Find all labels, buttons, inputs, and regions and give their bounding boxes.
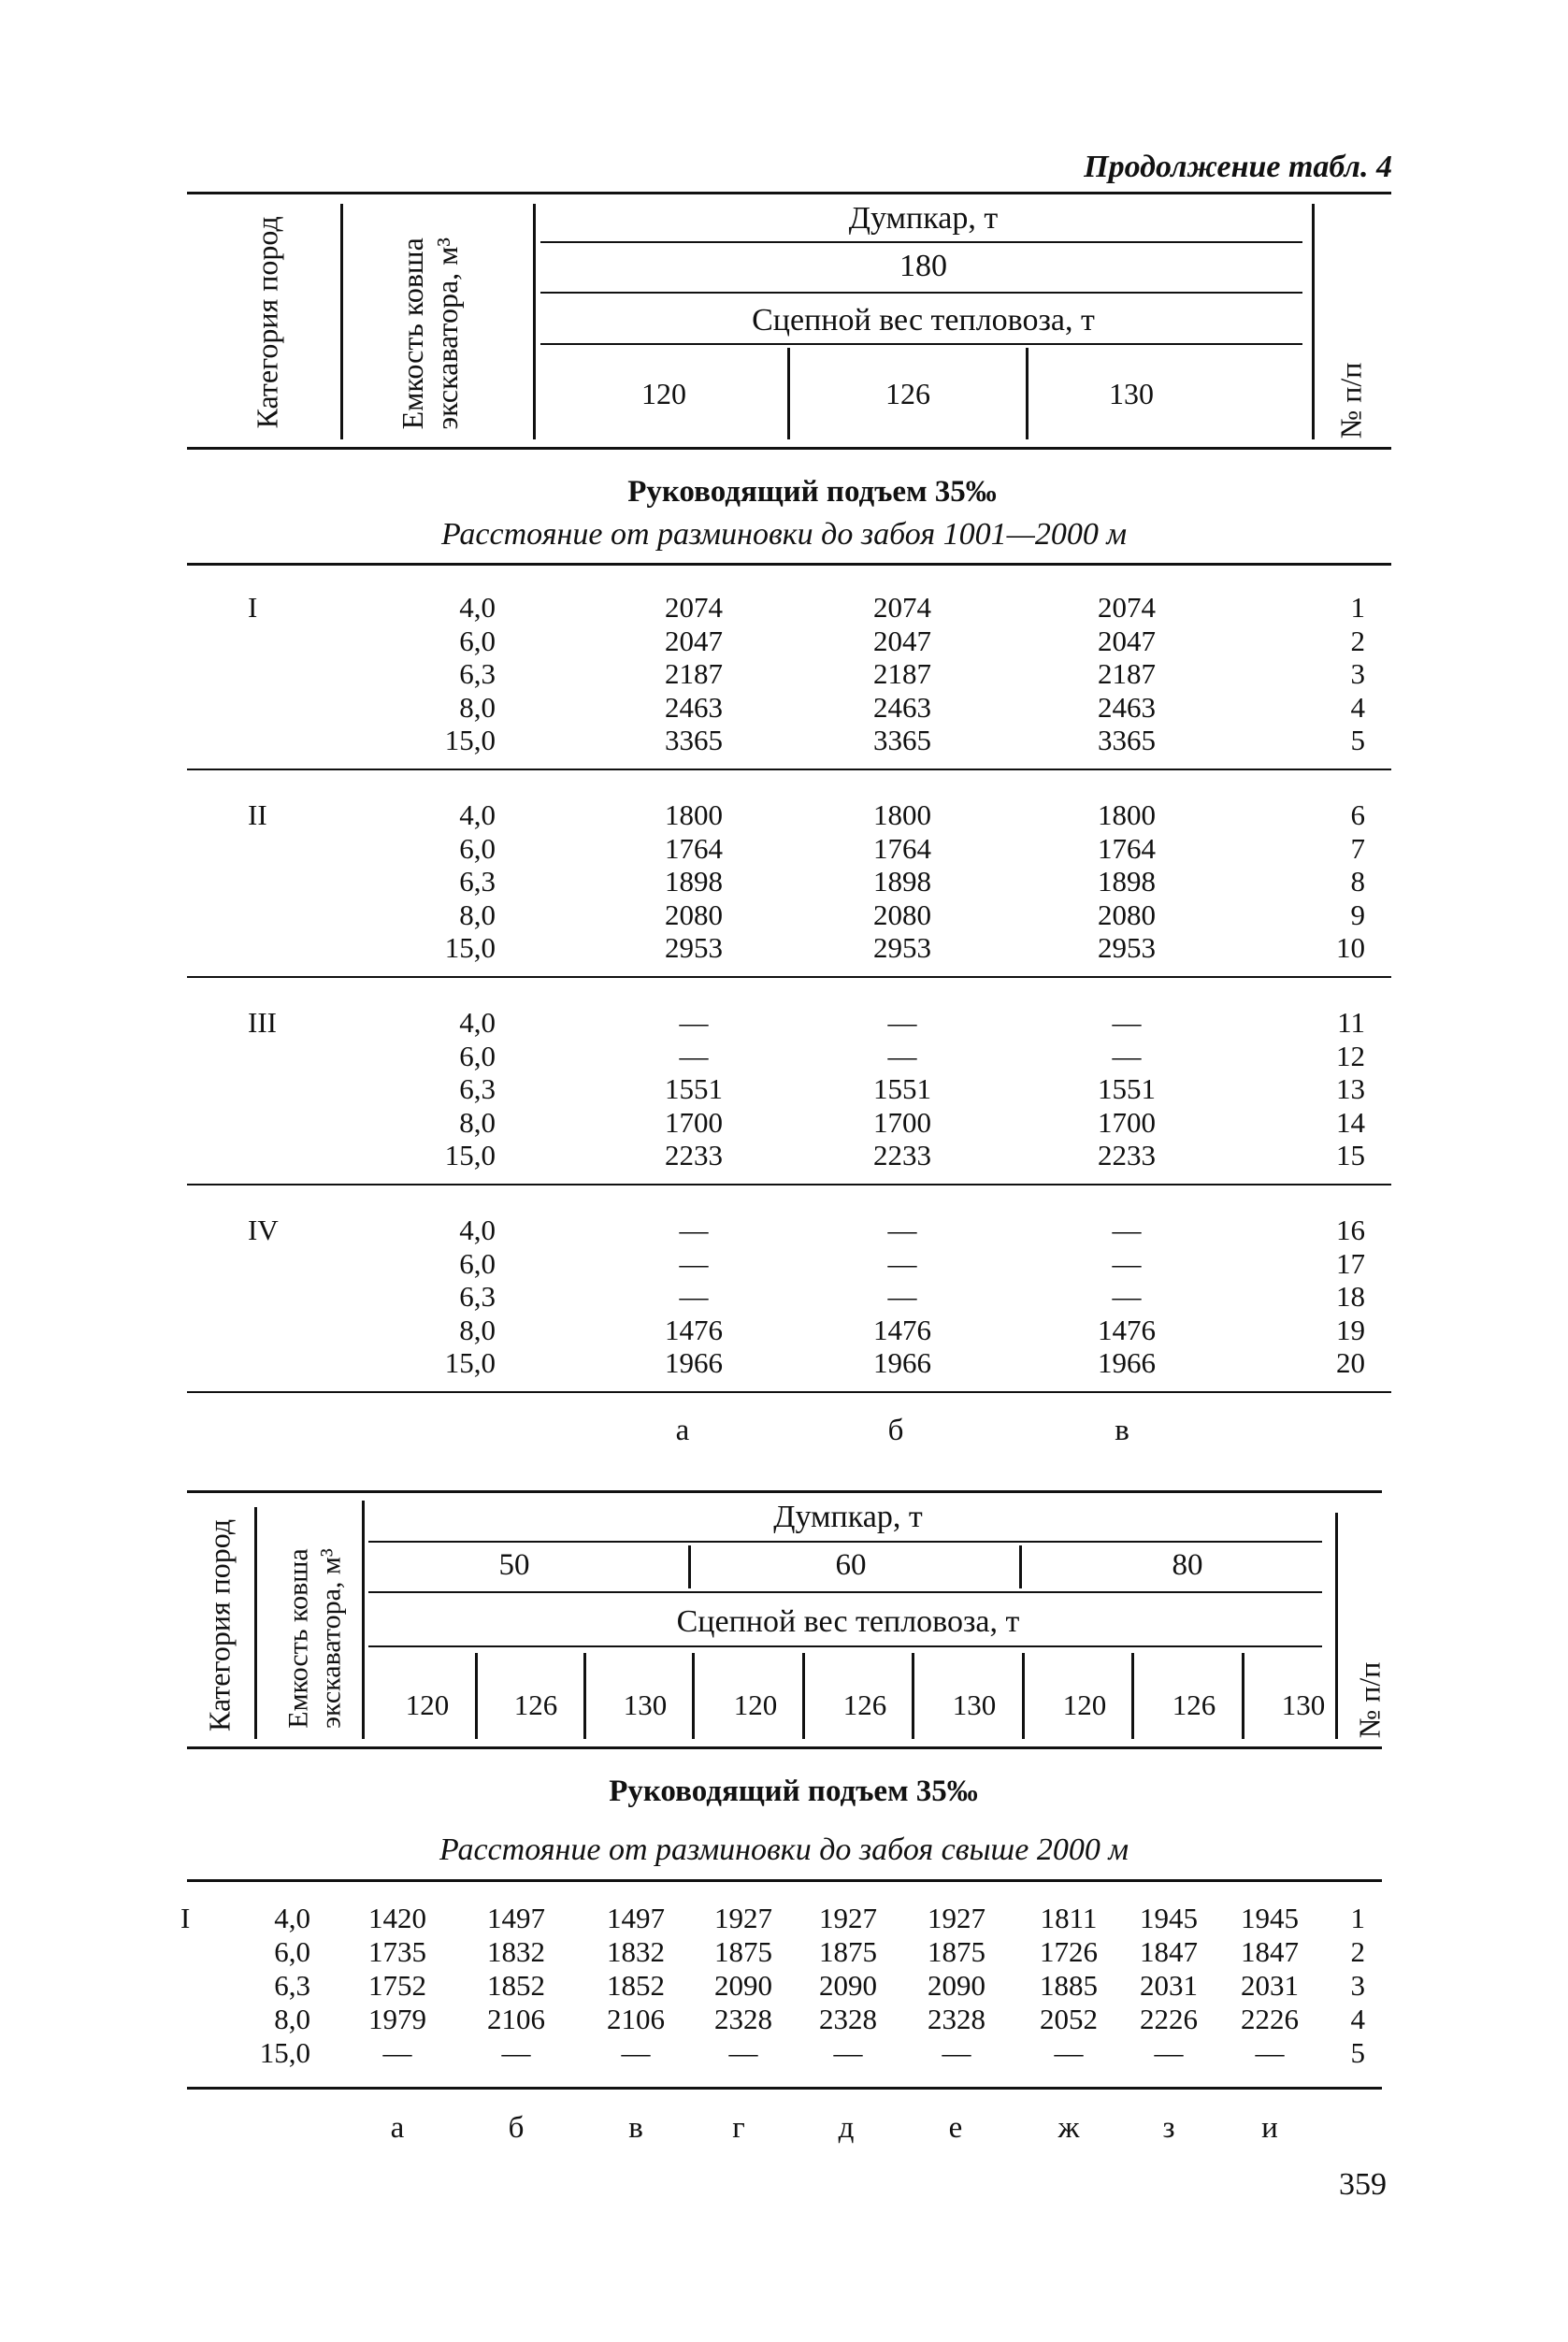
table2-loco-vline <box>1022 1653 1025 1739</box>
table-cell: 1752 <box>368 1969 426 2002</box>
table-cell: 2080 <box>665 898 723 931</box>
table-cell: 1966 <box>665 1346 723 1380</box>
table-cell: 2090 <box>819 1969 877 2002</box>
table2-category-header: Категория пород <box>202 1518 237 1731</box>
bucket-capacity: 8,0 <box>459 1105 496 1139</box>
table1-footer-letter: б <box>887 1414 904 1447</box>
bucket-capacity: 6,0 <box>459 624 496 657</box>
table2-footer-letter: а <box>390 2111 405 2145</box>
table2-dumpcar-label: Думпкар, т <box>773 1500 923 1534</box>
table2-bottom-rule <box>187 2087 1382 2090</box>
table-cell: 2953 <box>1098 931 1156 965</box>
table1-loco-rule <box>540 343 1302 345</box>
group-rule <box>187 769 1391 770</box>
table-cell: 1875 <box>819 1935 877 1968</box>
table-cell: 2187 <box>665 657 723 691</box>
table2-loco-vline <box>475 1653 478 1739</box>
table-cell: 2187 <box>873 657 931 691</box>
bucket-capacity: 15,0 <box>444 1139 496 1172</box>
group-rule <box>187 976 1391 978</box>
row-number: 2 <box>1350 624 1365 657</box>
table-cell: 1476 <box>665 1313 723 1346</box>
table-cell: 1420 <box>368 1902 426 1934</box>
table-cell: 2047 <box>873 624 931 657</box>
table-cell: — <box>887 1039 917 1072</box>
table2-loco-value: 126 <box>513 1688 558 1721</box>
table-cell: 1700 <box>1098 1105 1156 1139</box>
table-cell: 1898 <box>1098 865 1156 898</box>
table2-loco-value: 130 <box>1281 1688 1326 1721</box>
table-cell: 1847 <box>1140 1935 1198 1968</box>
table-cell: — <box>679 1246 709 1280</box>
bucket-capacity: 4,0 <box>459 1006 496 1039</box>
row-number: 6 <box>1350 798 1365 831</box>
table2-loco-vline <box>912 1653 914 1739</box>
table-cell: — <box>1112 1280 1142 1314</box>
table2-loco-value: 130 <box>623 1688 668 1721</box>
table-cell: 2463 <box>1098 690 1156 724</box>
table2-loco-label: Сцепной вес тепловоза, т <box>676 1604 1020 1639</box>
category-label: III <box>248 1006 277 1039</box>
table2-section-rule <box>187 1879 1382 1882</box>
table-cell: 1898 <box>665 865 723 898</box>
table-cell: 1497 <box>487 1902 545 1934</box>
table-cell: 1726 <box>1040 1935 1098 1968</box>
table1-loco-value: 126 <box>885 377 930 410</box>
row-number: 1 <box>1350 1902 1365 1934</box>
row-number: 7 <box>1350 831 1365 865</box>
bucket-capacity: 6,3 <box>459 1072 496 1106</box>
table-cell: 1800 <box>1098 798 1156 831</box>
row-number: 3 <box>1350 657 1365 691</box>
row-number: 2 <box>1350 1935 1365 1968</box>
table-cell: 1852 <box>607 1969 665 2002</box>
bucket-capacity: 8,0 <box>459 898 496 931</box>
table-cell: 1966 <box>873 1346 931 1380</box>
bucket-capacity: 4,0 <box>274 1902 310 1934</box>
row-number: 15 <box>1336 1139 1365 1172</box>
table-cell: 1700 <box>665 1105 723 1139</box>
table2-dumpcar-value: 60 <box>835 1548 867 1582</box>
table-cell: 1832 <box>607 1935 665 1968</box>
table2-top-rule <box>187 1490 1382 1493</box>
table-cell: 1979 <box>368 2003 426 2035</box>
table-cell: — <box>1154 2036 1184 2069</box>
table2-num-header: № п/п <box>1352 1661 1387 1739</box>
table2-dumpcar-rule <box>368 1541 1322 1543</box>
table-cell: — <box>1112 1039 1142 1072</box>
page-number: 359 <box>1339 2167 1387 2202</box>
table-cell: — <box>887 1246 917 1280</box>
table1-top-rule <box>187 192 1391 194</box>
table1-loco-value: 130 <box>1109 377 1154 410</box>
table2-bucket-header-text: Емкость ковша экскаватора, м³ <box>282 1548 346 1729</box>
table-cell: — <box>887 1006 917 1039</box>
table2-loco-vline <box>692 1653 695 1739</box>
table-cell: 1800 <box>665 798 723 831</box>
table-cell: 1551 <box>665 1072 723 1106</box>
table-cell: 1945 <box>1241 1902 1299 1934</box>
table-cell: 2106 <box>607 2003 665 2035</box>
row-number: 19 <box>1336 1313 1365 1346</box>
row-number: 12 <box>1336 1039 1365 1072</box>
bucket-capacity: 6,0 <box>459 1246 496 1280</box>
table2-loco-value: 130 <box>952 1688 997 1721</box>
table1-num-header: № п/п <box>1333 362 1368 439</box>
table-cell: 2226 <box>1140 2003 1198 2035</box>
table-cell: 1476 <box>1098 1313 1156 1346</box>
table-cell: 2463 <box>873 690 931 724</box>
bucket-capacity: 15,0 <box>444 931 496 965</box>
table2-header-bottom-rule <box>187 1746 1382 1749</box>
table-cell: 2074 <box>1098 591 1156 624</box>
table-cell: 1885 <box>1040 1969 1098 2002</box>
bucket-capacity: 6,3 <box>459 1280 496 1314</box>
table1-vline-2 <box>533 204 536 439</box>
category-label: IV <box>248 1214 279 1246</box>
table2-footer-letter: г <box>732 2111 745 2145</box>
table2-dumpcar-vline-2 <box>1019 1545 1022 1588</box>
row-number: 10 <box>1336 931 1365 965</box>
bucket-capacity: 6,3 <box>459 657 496 691</box>
table2-bucket-header <box>283 1522 348 1756</box>
table-cell: 2047 <box>1098 624 1156 657</box>
table-cell: 1764 <box>1098 831 1156 865</box>
table1-vline-1 <box>340 204 343 439</box>
table-cell: 2080 <box>873 898 931 931</box>
table-cell: 2328 <box>928 2003 985 2035</box>
table2-loco-value: 120 <box>1062 1688 1107 1721</box>
table-cell: — <box>887 1280 917 1314</box>
table2-footer-letter: б <box>508 2111 525 2145</box>
row-number: 8 <box>1350 865 1365 898</box>
table2-section-subtitle: Расстояние от разминовки до забоя свыше 2000 м <box>439 1832 1129 1867</box>
bucket-capacity: 15,0 <box>259 2036 310 2069</box>
table-cell: 2080 <box>1098 898 1156 931</box>
table-cell: 1875 <box>714 1935 772 1968</box>
table-cell: 3365 <box>1098 724 1156 757</box>
table-cell: 1476 <box>873 1313 931 1346</box>
table1-section-rule <box>187 563 1391 566</box>
table2-loco-value: 120 <box>405 1688 450 1721</box>
table-cell: 2047 <box>665 624 723 657</box>
table-cell: 2953 <box>873 931 931 965</box>
table-cell: — <box>679 1039 709 1072</box>
table2-loco-value: 120 <box>733 1688 778 1721</box>
row-number: 4 <box>1350 690 1365 724</box>
bucket-capacity: 8,0 <box>459 1313 496 1346</box>
table-cell: — <box>833 2036 863 2069</box>
table1-section-title: Руководящий подъем 35‰ <box>627 475 997 509</box>
category-label: I <box>248 591 258 624</box>
table2-loco-vline <box>583 1653 586 1739</box>
table-cell: 2953 <box>665 931 723 965</box>
table-cell: 2233 <box>1098 1139 1156 1172</box>
table2-footer-letter: ж <box>1057 2111 1080 2145</box>
table-cell: — <box>1112 1006 1142 1039</box>
table2-vline-2 <box>362 1501 365 1739</box>
table-cell: 2328 <box>819 2003 877 2035</box>
table-cell: 1927 <box>819 1902 877 1934</box>
table-cell: 3365 <box>665 724 723 757</box>
table-cell: 2233 <box>665 1139 723 1172</box>
table1-dumpcar-rule <box>540 241 1302 243</box>
bucket-capacity: 6,0 <box>459 1039 496 1072</box>
table-cell: 2090 <box>928 1969 985 2002</box>
table2-dumpcar-value: 80 <box>1172 1548 1203 1582</box>
row-number: 4 <box>1350 2003 1365 2035</box>
group-rule <box>187 1184 1391 1185</box>
table-cell: — <box>621 2036 651 2069</box>
table1-footer-letter: а <box>675 1414 690 1447</box>
row-number: 5 <box>1350 724 1365 757</box>
table-cell: 2074 <box>665 591 723 624</box>
table1-section-subtitle: Расстояние от разминовки до забоя 1001—2000 м <box>440 517 1128 552</box>
table-cell: 1735 <box>368 1935 426 1968</box>
table-cell: 2031 <box>1241 1969 1299 2002</box>
row-number: 5 <box>1350 2036 1365 2069</box>
table-cell: 2233 <box>873 1139 931 1172</box>
table-cell: — <box>382 2036 412 2069</box>
table-cell: 2052 <box>1040 2003 1098 2035</box>
table-cell: 1847 <box>1241 1935 1299 1968</box>
row-number: 13 <box>1336 1072 1365 1106</box>
table2-loco-rule <box>368 1645 1322 1647</box>
table-cell: 1852 <box>487 1969 545 2002</box>
table-cell: 2031 <box>1140 1969 1198 2002</box>
table2-loco-vline <box>1131 1653 1134 1739</box>
table-cell: 1966 <box>1098 1346 1156 1380</box>
table2-footer-letter: з <box>1162 2111 1175 2145</box>
table2-dumpcar-value-rule <box>368 1591 1322 1593</box>
table-cell: — <box>1112 1246 1142 1280</box>
bucket-capacity: 4,0 <box>459 1214 496 1246</box>
table1-loco-value: 120 <box>641 377 686 410</box>
bucket-capacity: 6,3 <box>274 1969 310 2002</box>
table-cell: 1497 <box>607 1902 665 1934</box>
table-cell: 1898 <box>873 865 931 898</box>
table2-vline-1 <box>254 1507 257 1739</box>
table2-footer-letter: е <box>948 2111 963 2145</box>
table1-header-bottom-rule <box>187 447 1391 450</box>
table-cell: — <box>679 1214 709 1246</box>
row-number: 3 <box>1350 1969 1365 2002</box>
table-cell: 2074 <box>873 591 931 624</box>
table2-dumpcar-vline-1 <box>688 1545 691 1588</box>
row-number: 20 <box>1336 1346 1365 1380</box>
header-note: Продолжение табл. 4 <box>1084 150 1392 184</box>
bucket-capacity: 15,0 <box>444 724 496 757</box>
table1-dumpcar-value-rule <box>540 292 1302 294</box>
table-cell: 1551 <box>873 1072 931 1106</box>
table-cell: 1764 <box>665 831 723 865</box>
row-number: 18 <box>1336 1280 1365 1314</box>
table-cell: 1551 <box>1098 1072 1156 1106</box>
table-cell: — <box>887 1214 917 1246</box>
category-label: I <box>180 1902 191 1934</box>
row-number: 11 <box>1337 1006 1365 1039</box>
table2-loco-vline <box>802 1653 805 1739</box>
table1-dumpcar-label: Думпкар, т <box>848 201 999 236</box>
table-cell: 2226 <box>1241 2003 1299 2035</box>
table-cell: — <box>942 2036 971 2069</box>
row-number: 16 <box>1336 1214 1365 1246</box>
table2-dumpcar-value: 50 <box>498 1548 530 1582</box>
table-cell: 2187 <box>1098 657 1156 691</box>
row-number: 17 <box>1336 1246 1365 1280</box>
table-cell: 1764 <box>873 831 931 865</box>
table-cell: 2328 <box>714 2003 772 2035</box>
table-cell: 2090 <box>714 1969 772 2002</box>
table2-footer-letter: в <box>628 2111 643 2145</box>
bucket-capacity: 8,0 <box>459 690 496 724</box>
table-cell: 1927 <box>928 1902 985 1934</box>
table-cell: 1945 <box>1140 1902 1198 1934</box>
row-number: 9 <box>1350 898 1365 931</box>
table-cell: 1700 <box>873 1105 931 1139</box>
table-cell: 1811 <box>1040 1902 1098 1934</box>
table-cell: — <box>1255 2036 1285 2069</box>
group-rule <box>187 1391 1391 1393</box>
table-cell: 1800 <box>873 798 931 831</box>
table1-bucket-header <box>396 222 465 446</box>
table-cell: 1927 <box>714 1902 772 1934</box>
bucket-capacity: 4,0 <box>459 591 496 624</box>
bucket-capacity: 6,0 <box>274 1935 310 1968</box>
table-cell: — <box>679 1006 709 1039</box>
table2-footer-letter: и <box>1261 2111 1278 2145</box>
table1-footer-letter: в <box>1115 1414 1129 1447</box>
table2-loco-vline <box>1242 1653 1244 1739</box>
category-label: II <box>248 798 267 831</box>
table1-category-header: Категория пород <box>250 216 284 429</box>
table-cell: — <box>728 2036 758 2069</box>
row-number: 14 <box>1336 1105 1365 1139</box>
table-cell: 2106 <box>487 2003 545 2035</box>
bucket-capacity: 6,3 <box>459 865 496 898</box>
table-cell: — <box>1112 1214 1142 1246</box>
table1-bucket-header-text: Емкость ковша экскаватора, м³ <box>396 237 464 430</box>
table2-loco-value: 126 <box>842 1688 887 1721</box>
table-cell: — <box>1054 2036 1084 2069</box>
table2-loco-value: 126 <box>1172 1688 1216 1721</box>
bucket-capacity: 15,0 <box>444 1346 496 1380</box>
table2-section-title: Руководящий подъем 35‰ <box>609 1774 978 1808</box>
table1-dumpcar-value: 180 <box>899 249 947 283</box>
table1-vline-3 <box>1312 204 1315 439</box>
table-cell: 1875 <box>928 1935 985 1968</box>
table-cell: — <box>501 2036 531 2069</box>
bucket-capacity: 6,0 <box>459 831 496 865</box>
table1-loco-label: Сцепной вес тепловоза, т <box>752 303 1095 338</box>
table-cell: 2463 <box>665 690 723 724</box>
bucket-capacity: 4,0 <box>459 798 496 831</box>
table2-footer-letter: д <box>838 2111 855 2145</box>
table-cell: 3365 <box>873 724 931 757</box>
bucket-capacity: 8,0 <box>274 2003 310 2035</box>
table-cell: 1832 <box>487 1935 545 1968</box>
table-cell: — <box>679 1280 709 1314</box>
row-number: 1 <box>1350 591 1365 624</box>
